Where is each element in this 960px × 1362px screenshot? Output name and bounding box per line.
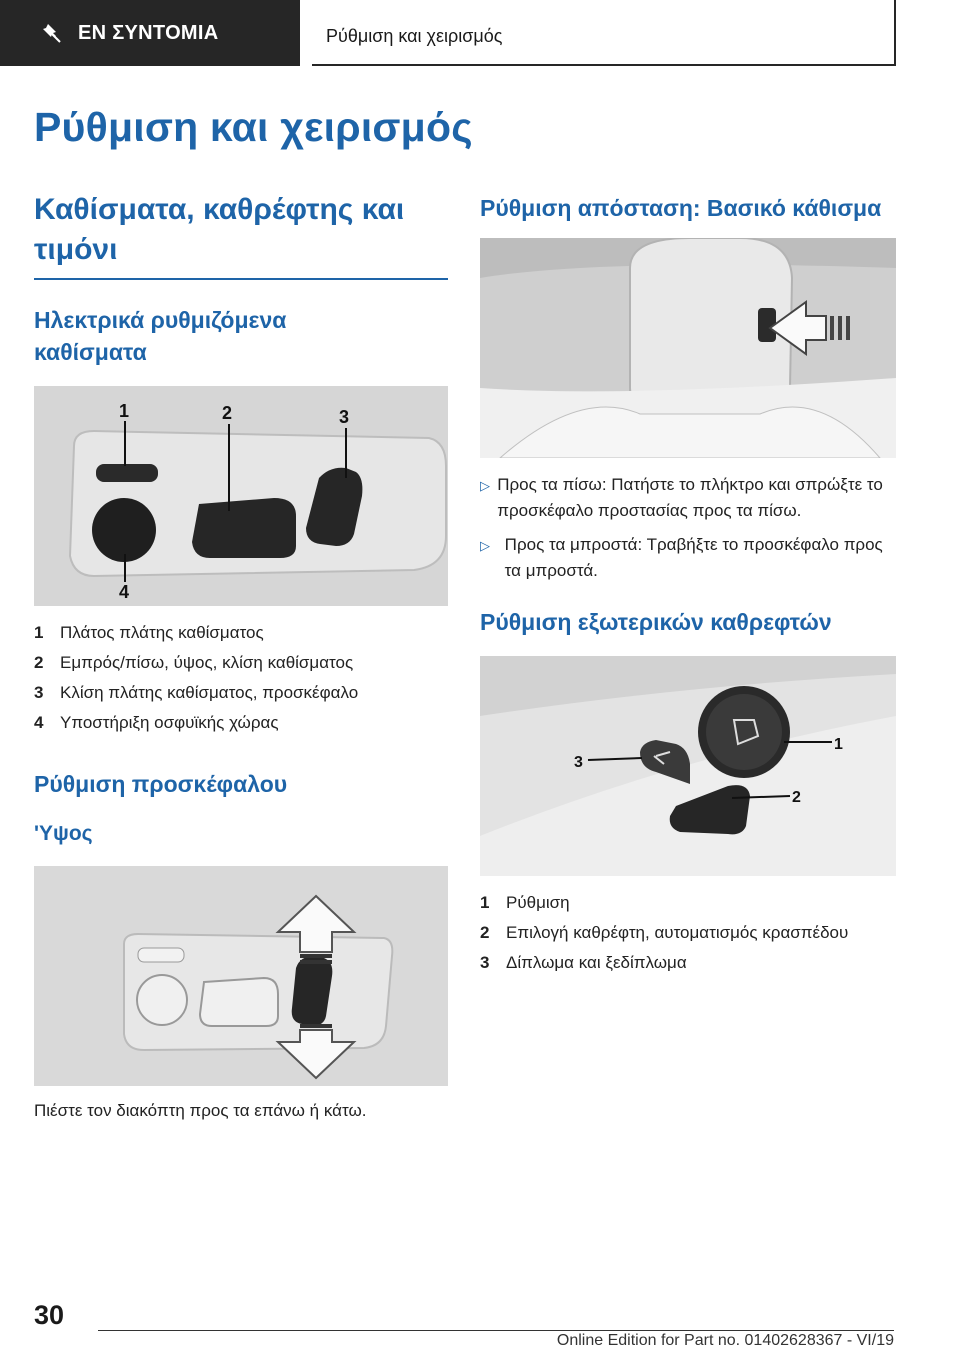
left-column [34, 190, 448, 1124]
list-item: 2 Επιλογή καθρέφτη, αυτοματισμός κρασπέδου [480, 923, 849, 942]
breadcrumb: Ρύθμιση και χειρισμός [312, 0, 896, 66]
callout-3: 3 [339, 407, 350, 427]
callout-4: 4 [119, 582, 130, 602]
distance-title: Ρύθμιση απόσταση: Βασικό κάθισμα [480, 195, 882, 221]
section-title: Καθίσματα, καθρέφτης και τιμόνι [34, 190, 448, 280]
footer-divider [98, 1330, 894, 1331]
seat-controls-list [34, 618, 448, 738]
page-title: Ρύθμιση και χειρισμός [34, 104, 473, 150]
triangle-bullet-icon: ▷ [480, 478, 490, 493]
header-tab-label: ΕΝ ΣΥΝΤΟΜΙΑ [78, 21, 219, 44]
callout-1: 1 [834, 736, 843, 753]
triangle-bullet-icon: ▷ [480, 538, 490, 553]
list-item: 1 Πλάτος πλάτης καθίσματος [34, 623, 264, 642]
list-item: 1 Ρύθμιση [480, 893, 570, 912]
callout-3: 3 [574, 754, 583, 771]
headrest-switch-figure [34, 866, 448, 1086]
seat-controls-figure [34, 386, 448, 606]
right-column [480, 190, 896, 978]
list-item: 3 Κλίση πλάτης καθίσματος, προσκέφαλο [34, 683, 359, 702]
distance-bullets [480, 472, 896, 584]
list-item: 2 Εμπρός/πίσω, ύψος, κλίση καθίσματος [34, 653, 354, 672]
list-item: ▷ Προς τα μπροστά: Τραβήξτε το προσκέφαλο προς τα μπροστά. [480, 532, 896, 584]
electric-seats-title: Ηλεκτρικά ρυθμιζόμενα καθίσματα [34, 307, 287, 365]
mirrors-title: Ρύθμιση εξωτερικών καθρεφτών [480, 609, 832, 635]
pushpin-icon [40, 21, 64, 45]
callout-2: 2 [222, 403, 233, 423]
edition-text: Online Edition for Part no. 01402628367 - VI/19 [556, 1332, 894, 1349]
height-title: 'Υψος [34, 822, 93, 845]
list-item: ▷ Προς τα πίσω: Πατήστε το πλήκτρο και σπρώξτε το προσκέφαλο προστασίας προς τα πίσω. [480, 472, 896, 524]
header-tab[interactable] [0, 0, 300, 66]
headrest-distance-figure [480, 238, 896, 458]
callout-2: 2 [792, 789, 801, 806]
page-number: 30 [34, 1300, 65, 1330]
callout-1: 1 [119, 401, 130, 421]
mirror-controls-list [480, 888, 896, 978]
headrest-title: Ρύθμιση προσκέφαλου [34, 771, 288, 797]
list-item: 4 Υποστήριξη οσφυϊκής χώρας [34, 713, 279, 732]
mirror-controls-figure [480, 656, 896, 876]
list-item: 3 Δίπλωμα και ξεδίπλωμα [480, 953, 687, 972]
headrest-instruction: Πιέστε τον διακόπτη προς τα επάνω ή κάτω. [34, 1101, 367, 1120]
